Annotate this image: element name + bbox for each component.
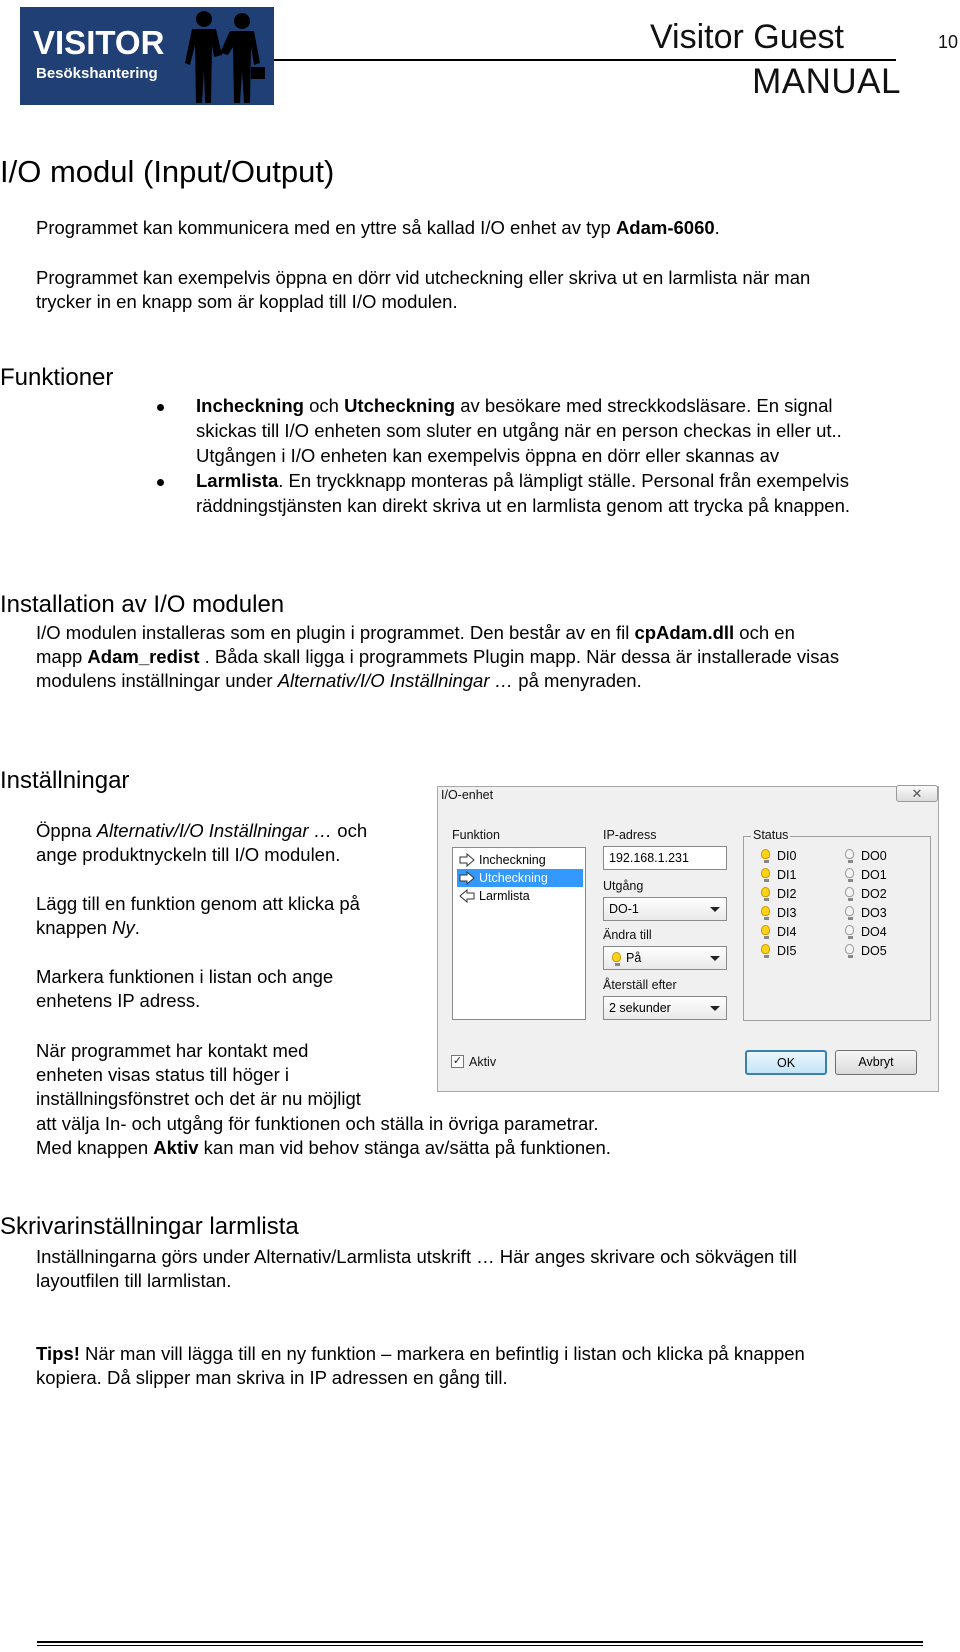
logo-title: VISITOR <box>33 24 165 61</box>
status-do2: DO2 <box>845 886 887 902</box>
chevron-down-icon <box>710 956 720 961</box>
aterstall-label: Återställ efter <box>603 978 677 992</box>
settings-step-3-line-2: enhetens IP adress. <box>36 990 201 1011</box>
settings-step-1-line-1: Öppna Alternativ/I/O Inställningar … och <box>36 820 368 841</box>
settings-step-5: Med knappen Aktiv kan man vid behov stänga av/sätta på funktionen. <box>36 1137 611 1158</box>
installation-line-1: I/O modulen installeras som en plugin i programmet. Den består av en fil cpAdam.dll och en <box>36 622 795 643</box>
status-do5: DO5 <box>845 943 887 959</box>
status-do1: DO1 <box>845 867 887 883</box>
chevron-down-icon <box>710 1006 720 1011</box>
tips-line-2: kopiera. Då slipper man skriva in IP adressen en gång till. <box>36 1367 508 1388</box>
bulb-on-icon <box>761 944 770 954</box>
bullet-dot <box>157 479 164 486</box>
page-number: 10 <box>938 32 959 52</box>
status-di1: DI1 <box>761 867 796 883</box>
settings-step-4-line-3: inställningsfönstret och det är nu möjligt <box>36 1088 361 1109</box>
ok-button[interactable]: OK <box>745 1050 827 1075</box>
funktion-label: Funktion <box>452 828 500 842</box>
arrow-in-icon <box>459 889 475 903</box>
visitor-logo <box>20 7 274 105</box>
ip-label: IP-adress <box>603 828 657 842</box>
list-item[interactable]: Larmlista <box>457 887 583 905</box>
bullet-1-line-3: Utgången i I/O enheten kan exempelvis öppna en dörr eller skannas av <box>196 445 780 466</box>
change-to-select[interactable]: På <box>603 946 727 970</box>
bulb-on-icon <box>761 906 770 916</box>
bulb-off-icon <box>845 906 854 916</box>
reset-after-select[interactable]: 2 sekunder <box>603 996 727 1020</box>
installation-line-3: modulens inställningar under Alternativ/I/O Inställningar … på menyraden. <box>36 670 642 691</box>
status-di2: DI2 <box>761 886 796 902</box>
aktiv-checkbox[interactable]: ✓ <box>452 1055 463 1067</box>
output-select[interactable]: DO-1 <box>603 897 727 921</box>
bullet-2-line-1: Larmlista. En tryckknapp monteras på lämpligt ställe. Personal från exempelvis <box>196 470 849 491</box>
bullet-2-line-2: räddningstjänsten kan direkt skriva ut en larmlista genom att trycka på knappen. <box>196 495 851 516</box>
tips-line-1: Tips! När man vill lägga till en ny funktion – markera en befintlig i listan och klicka på knappen <box>36 1343 805 1364</box>
status-di4: DI4 <box>761 924 796 940</box>
status-do0: DO0 <box>845 848 887 864</box>
arrow-out-icon <box>459 871 475 885</box>
logo-subtitle: Besökshantering <box>36 65 158 82</box>
bulb-off-icon <box>845 944 854 954</box>
intro-paragraph-1: Programmet kan kommunicera med en yttre så kallad I/O enhet av typ Adam-6060. <box>36 217 720 238</box>
settings-step-2-line-1: Lägg till en funktion genom att klicka på <box>36 893 360 914</box>
bulb-on-icon <box>612 952 621 962</box>
settings-step-2-line-2: knappen Ny. <box>36 917 140 938</box>
installation-line-2: mapp Adam_redist . Båda skall ligga i programmets Plugin mapp. När dessa är installerade visas <box>36 646 840 667</box>
function-listbox[interactable] <box>452 847 586 1020</box>
header-rule <box>274 59 896 61</box>
settings-step-1-line-2: ange produktnyckeln till I/O modulen. <box>36 844 341 865</box>
footer-rule <box>37 1641 923 1643</box>
status-di0: DI0 <box>761 848 796 864</box>
section-heading-skrivar: Skrivarinställningar larmlista <box>0 1213 299 1240</box>
intro-paragraph-2-line-1: Programmet kan exempelvis öppna en dörr vid utcheckning eller skriva ut en larmlista när man <box>36 267 811 288</box>
utgang-label: Utgång <box>603 879 644 893</box>
bulb-off-icon <box>845 925 854 935</box>
header-title: Visitor Guest <box>649 18 844 56</box>
printer-line-2: layoutfilen till larmlistan. <box>36 1270 232 1291</box>
printer-line-1: Inställningarna görs under Alternativ/Larmlista utskrift … Här anges skrivare och sökvägen till <box>36 1246 797 1267</box>
aktiv-label: Aktiv <box>469 1055 497 1069</box>
section-heading-installningar: Inställningar <box>0 767 130 794</box>
bullet-dot <box>157 404 164 411</box>
arrow-in-icon <box>459 853 475 867</box>
list-item[interactable]: Utcheckning <box>457 869 583 887</box>
bulb-off-icon <box>845 849 854 859</box>
chevron-down-icon <box>710 907 720 912</box>
status-di3: DI3 <box>761 905 796 921</box>
dialog-title: I/O-enhet <box>441 788 494 802</box>
andra-label: Ändra till <box>603 928 652 942</box>
bullet-1-line-2: skickas till I/O enheten som sluter en utgång när en person checkas in eller ut.. <box>196 420 842 441</box>
bulb-on-icon <box>761 849 770 859</box>
intro-paragraph-2-line-2: trycker in en knapp som är kopplad till I/O modulen. <box>36 291 458 312</box>
bulb-on-icon <box>761 868 770 878</box>
bulb-on-icon <box>761 925 770 935</box>
settings-step-4-line-4: att välja In- och utgång för funktionen och ställa in övriga parametrar. <box>36 1113 599 1134</box>
list-item[interactable]: Incheckning <box>457 851 583 869</box>
bulb-off-icon <box>845 887 854 897</box>
bullet-1-line-1: Incheckning och Utcheckning av besökare med streckkodsläsare. En signal <box>196 395 833 416</box>
status-label: Status <box>753 828 789 842</box>
settings-step-4-line-1: När programmet har kontakt med <box>36 1040 309 1061</box>
status-do3: DO3 <box>845 905 887 921</box>
settings-step-3-line-1: Markera funktionen i listan och ange <box>36 966 334 987</box>
bulb-on-icon <box>761 887 770 897</box>
bulb-off-icon <box>845 868 854 878</box>
footer-rule <box>37 1645 923 1646</box>
page-title: I/O modul (Input/Output) <box>0 154 335 189</box>
cancel-button[interactable]: Avbryt <box>835 1050 917 1075</box>
close-icon[interactable]: ✕ <box>896 785 938 802</box>
section-heading-installation: Installation av I/O modulen <box>0 591 285 618</box>
settings-step-4-line-2: enheten visas status till höger i <box>36 1064 289 1085</box>
status-di5: DI5 <box>761 943 796 959</box>
status-do4: DO4 <box>845 924 887 940</box>
handshake-silhouette-icon <box>178 9 270 105</box>
ip-address-input[interactable]: 192.168.1.231 <box>603 846 727 870</box>
header-subtitle: MANUAL <box>752 62 901 101</box>
section-heading-funktioner: Funktioner <box>0 364 114 391</box>
